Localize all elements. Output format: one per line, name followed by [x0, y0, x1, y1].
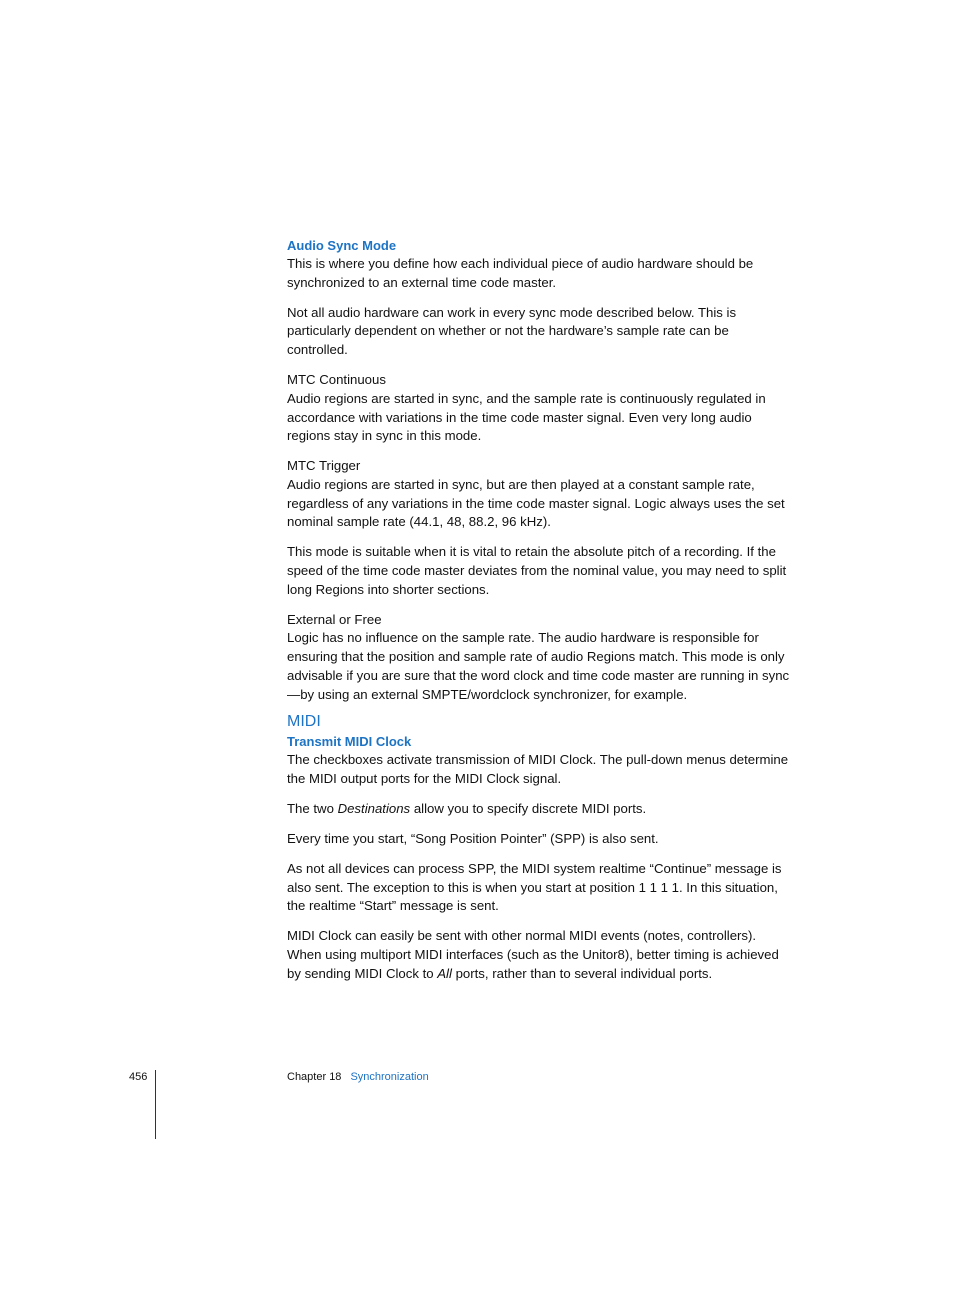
- page-number: 456: [129, 1071, 148, 1083]
- mtc-continuous-heading: MTC Continuous: [287, 372, 386, 388]
- transmit-midi-clock-heading: Transmit MIDI Clock: [287, 734, 412, 750]
- p5-text-after: ports, rather than to several individual ports.: [451, 965, 713, 981]
- mtc-trigger-paragraph-2: This mode is suitable when it is vital to retain the absolute pitch of a recording. If the speed of the time code master deviates from the nominal value, you may need to split long Regions into shorter sections.: [287, 544, 787, 597]
- transmit-midi-clock-paragraph-4: As not all devices can process SPP, the MIDI system realtime “Continue” message is also sent. The exception to this is when you start at position 1 1 1 1. In this situation, the realtime “Start” message is sent.: [287, 860, 782, 914]
- external-free-paragraph: Logic has no influence on the sample rate. The audio hardware is responsible for ensuring that the position and sample rate of audio Regions match. This mode is only advisable if you are sure that the word clock and time code master are running in sync—by using an external SMPTE/wordclock synchronizer, for example.: [287, 630, 790, 702]
- mtc-continuous-paragraph: Audio regions are started in sync, and the sample rate is continuously regulated in accordance with variations in the time code master signal. Even very long audio regions stay in sync in this mode.: [287, 390, 766, 444]
- mtc-trigger-paragraph-1: Audio regions are started in sync, but are then played at a constant sample rate, regardless of any variations in the time code master signal. Logic always uses the set nominal sample rate (44.1, 48, 88.2, 96 kHz).: [287, 476, 785, 530]
- footer-divider: [155, 1070, 156, 1139]
- transmit-midi-clock-paragraph-3: Every time you start, “Song Position Pointer” (SPP) is also sent.: [287, 830, 659, 846]
- chapter-title-link[interactable]: Synchronization: [350, 1071, 429, 1083]
- chapter-footer: [287, 1070, 429, 1084]
- transmit-midi-clock-paragraph-2: [287, 800, 793, 819]
- chapter-label: Chapter 18: [287, 1071, 342, 1083]
- p2-text-before: The two: [287, 800, 338, 816]
- external-free-heading: External or Free: [287, 611, 382, 627]
- audio-sync-mode-paragraph-1: This is where you define how each individual piece of audio hardware should be synchronized to an external time code master.: [287, 256, 754, 290]
- p5-text-before: MIDI Clock can easily be sent with other normal MIDI events (notes, controllers). When using multiport MIDI interfaces (such as the Unitor8), better timing is achieved by sending MIDI Clock to: [287, 928, 779, 981]
- all-emphasis: All: [437, 965, 452, 981]
- transmit-midi-clock-paragraph-1: The checkboxes activate transmission of MIDI Clock. The pull-down menus determine the MIDI output ports for the MIDI Clock signal.: [287, 752, 789, 786]
- page-content: [287, 236, 793, 995]
- audio-sync-mode-heading: Audio Sync Mode: [287, 238, 397, 253]
- destinations-emphasis: Destinations: [337, 800, 411, 816]
- p2-text-after: allow you to specify discrete MIDI ports.: [410, 800, 647, 816]
- audio-sync-mode-paragraph-2: Not all audio hardware can work in every sync mode described below. This is particularly dependent on whether or not the hardware’s sample rate can be controlled.: [287, 304, 737, 358]
- transmit-midi-clock-paragraph-5: [287, 927, 793, 983]
- midi-section-heading: MIDI: [287, 713, 321, 731]
- mtc-trigger-heading: MTC Trigger: [287, 458, 361, 474]
